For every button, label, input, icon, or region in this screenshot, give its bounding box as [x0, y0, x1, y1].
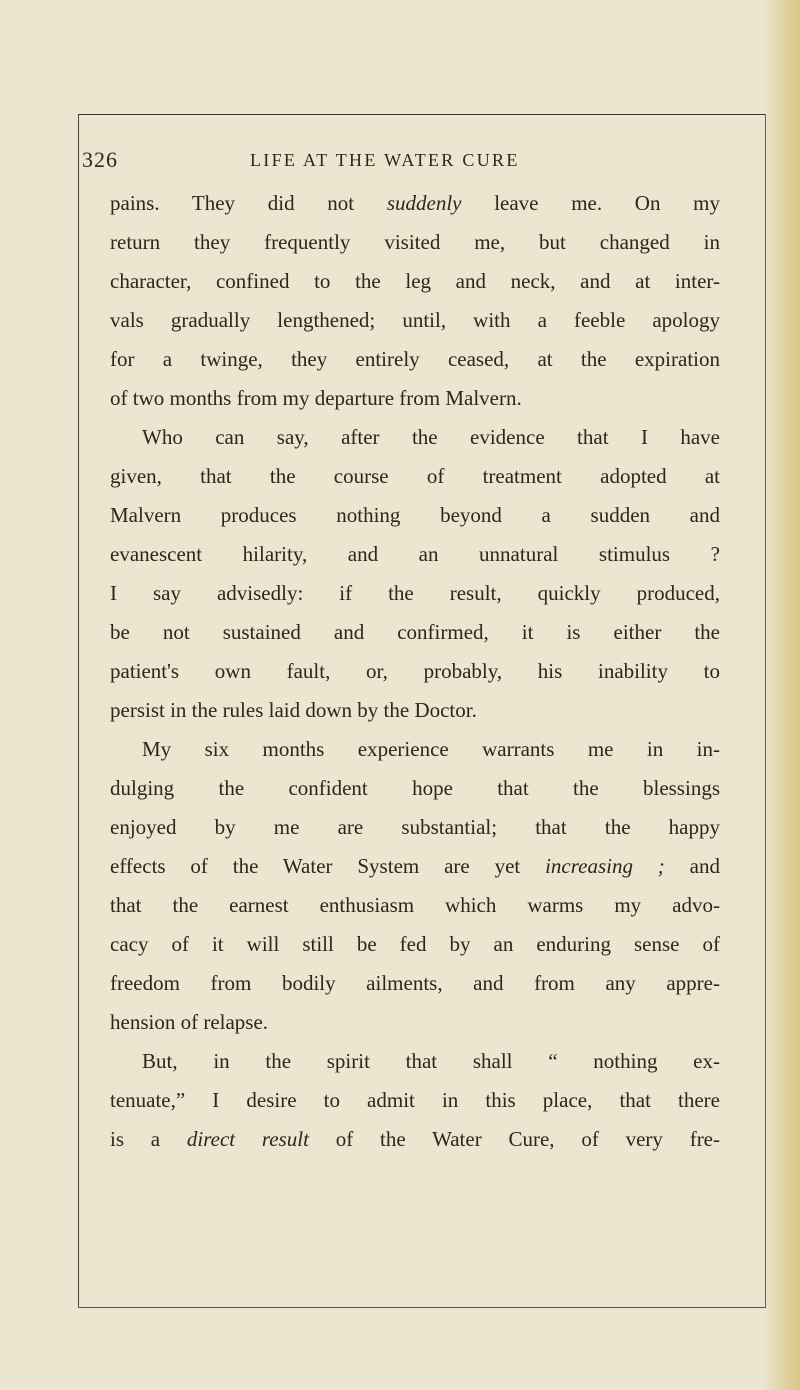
- text-run: But, in the spirit that shall “ nothing ex-: [142, 1049, 720, 1073]
- text-run: return they frequently visited me, but changed in: [110, 230, 720, 254]
- page-edge-shading: [764, 0, 800, 1390]
- text-line: [110, 535, 720, 574]
- text-run: persist in the rules laid down by the Doctor.: [110, 698, 477, 722]
- page-number: 326: [82, 147, 118, 172]
- frame-bottom-rule: [78, 1307, 766, 1308]
- text-run: Malvern produces nothing beyond a sudden and: [110, 503, 720, 527]
- text-line: [110, 1042, 720, 1081]
- text-run: character, confined to the leg and neck, and at inter-: [110, 269, 720, 293]
- text-line: [110, 847, 720, 886]
- text-run: of two months from my departure from Malvern.: [110, 386, 522, 410]
- text-run: effects of the Water System are yet: [110, 854, 546, 878]
- text-line: [110, 652, 720, 691]
- frame-left-rule: [78, 114, 79, 1308]
- text-line: [110, 379, 720, 418]
- text-line: [110, 886, 720, 925]
- italic-text: suddenly: [386, 191, 462, 215]
- text-run: I say advisedly: if the result, quickly produced,: [110, 581, 720, 605]
- text-run: vals gradually lengthened; until, with a feeble apology: [110, 308, 720, 332]
- text-run: pains. They did not: [110, 191, 387, 215]
- text-run: Who can say, after the evidence that I have: [142, 425, 720, 449]
- text-run: patient's own fault, or, probably, his inability to: [110, 659, 720, 683]
- text-run: hension of relapse.: [110, 1010, 269, 1034]
- text-line: [110, 1120, 720, 1159]
- body-text: [110, 184, 720, 1159]
- text-line: [110, 1081, 720, 1120]
- text-line: [110, 496, 720, 535]
- text-run: tenuate,” I desire to admit in this place, that there: [110, 1088, 720, 1112]
- text-run: enjoyed by me are substantial; that the happy: [110, 815, 720, 839]
- text-line: [110, 457, 720, 496]
- text-run: freedom from bodily ailments, and from any appre-: [110, 971, 720, 995]
- text-line: [110, 925, 720, 964]
- running-head: LIFE AT THE WATER CURE: [250, 150, 520, 170]
- italic-text: direct result: [186, 1127, 309, 1151]
- text-run: of the Water Cure, of very fre-: [308, 1127, 720, 1151]
- text-line: [110, 964, 720, 1003]
- text-line: [110, 1003, 720, 1042]
- text-run: given, that the course of treatment adopted at: [110, 464, 720, 488]
- frame-right-rule: [765, 114, 766, 1308]
- text-run: cacy of it will still be fed by an enduring sense of: [110, 932, 720, 956]
- text-run: is a: [110, 1127, 187, 1151]
- text-run: leave me. On my: [461, 191, 720, 215]
- text-line: [110, 184, 720, 223]
- text-line: [110, 574, 720, 613]
- text-line: [110, 262, 720, 301]
- text-line: [110, 301, 720, 340]
- frame-top-rule: [78, 114, 766, 115]
- italic-text: increasing ;: [545, 854, 665, 878]
- text-line: [110, 223, 720, 262]
- text-line: [110, 769, 720, 808]
- text-line: [110, 340, 720, 379]
- text-line: [110, 418, 720, 457]
- text-run: for a twinge, they entirely ceased, at the expiration: [110, 347, 720, 371]
- text-line: [110, 613, 720, 652]
- text-run: be not sustained and confirmed, it is either the: [110, 620, 720, 644]
- text-run: dulging the confident hope that the blessings: [110, 776, 720, 800]
- text-run: that the earnest enthusiasm which warms my advo-: [110, 893, 720, 917]
- text-run: and: [664, 854, 720, 878]
- text-line: [110, 808, 720, 847]
- text-run: evanescent hilarity, and an unnatural stimulus ?: [110, 542, 720, 566]
- text-run: My six months experience warrants me in in-: [142, 737, 720, 761]
- text-line: [110, 730, 720, 769]
- text-line: [110, 691, 720, 730]
